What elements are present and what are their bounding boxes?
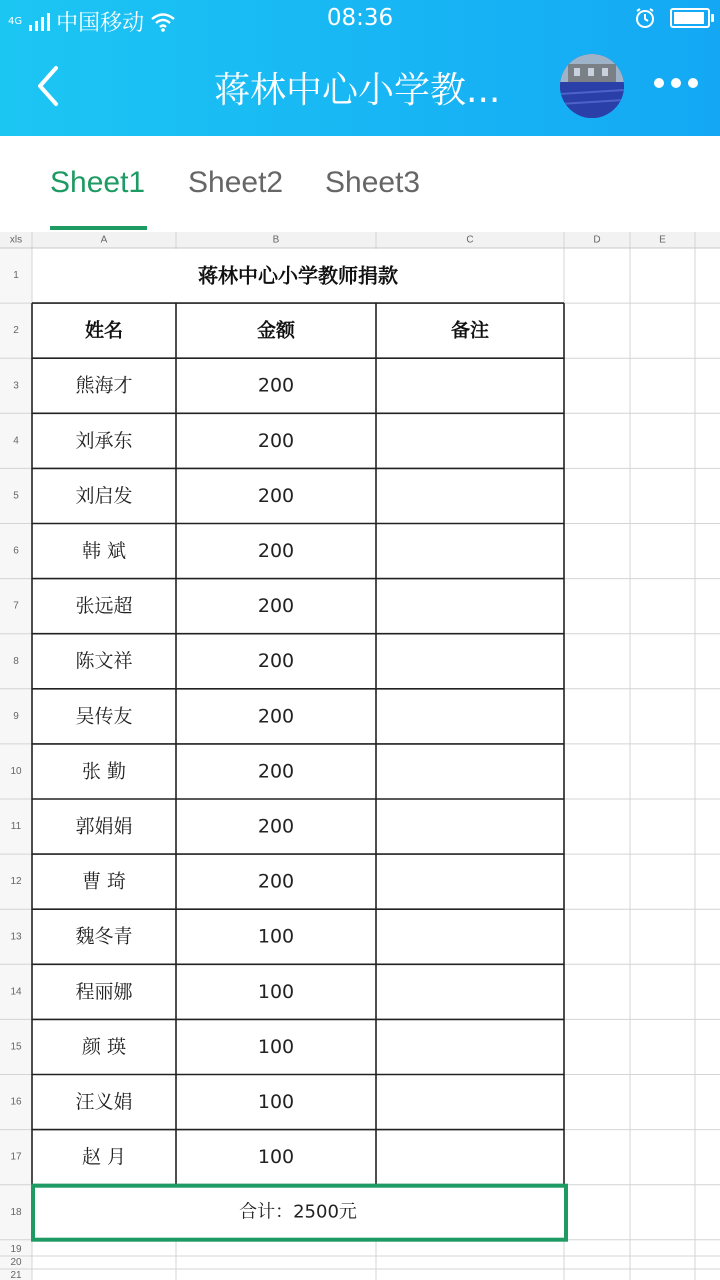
row-number-7: 7 [13, 600, 19, 612]
row-number-19: 19 [10, 1244, 22, 1255]
avatar[interactable] [560, 54, 624, 118]
row-number-13: 13 [10, 931, 22, 943]
cell-amount: 100 [257, 980, 295, 1003]
cell-name: 程丽娜 [75, 980, 133, 1003]
cell-name: 韩 斌 [81, 540, 127, 562]
row-number-9: 9 [13, 710, 19, 722]
alarm-icon [634, 7, 656, 29]
corner-label: xls [9, 234, 23, 246]
row-number-8: 8 [13, 655, 19, 667]
column-header-E: E [659, 234, 666, 246]
cell-amount: 200 [257, 429, 295, 452]
battery-icon [670, 8, 710, 28]
cell-amount: 200 [257, 650, 295, 673]
row-number-11: 11 [10, 821, 22, 833]
cell-name: 张远超 [75, 595, 133, 618]
cell-amount: 200 [257, 705, 295, 728]
cell-amount: 200 [257, 760, 295, 783]
row-number-1: 1 [13, 270, 19, 282]
sheet-title: 蒋林中心小学教师捐款 [198, 263, 398, 288]
app-header [0, 0, 720, 136]
row-number-4: 4 [13, 435, 19, 447]
cell-name: 赵 月 [81, 1146, 127, 1169]
cell-amount: 200 [257, 595, 295, 618]
column-header-bar [0, 232, 720, 248]
cell-name: 陈文祥 [75, 650, 133, 673]
cell-amount: 200 [257, 540, 295, 562]
cell-name: 颜 瑛 [81, 1035, 127, 1058]
status-time: 08:36 [326, 5, 394, 31]
column-header-A: A [100, 234, 108, 246]
cell-name: 魏冬青 [75, 925, 133, 948]
active-tab-indicator [50, 226, 147, 230]
sheet-tabs [0, 136, 720, 232]
more-button[interactable] [654, 78, 698, 88]
row-number-18: 18 [10, 1206, 22, 1218]
row-number-16: 16 [10, 1096, 22, 1108]
network-type: 4G [8, 16, 23, 27]
more-horizontal-icon [654, 78, 664, 88]
column-header-C: C [466, 234, 474, 246]
row-number-10: 10 [10, 765, 22, 777]
cell-amount: 100 [257, 1091, 295, 1113]
row-number-20: 20 [10, 1257, 22, 1268]
column-header-D: D [593, 234, 601, 246]
cell-name: 刘启发 [75, 484, 133, 507]
column-title-1: 金额 [256, 319, 296, 342]
cell-amount: 200 [257, 484, 295, 507]
column-header-B: B [272, 234, 280, 246]
row-number-2: 2 [13, 325, 19, 337]
row-number-15: 15 [10, 1041, 22, 1053]
cell-name: 曹 琦 [81, 870, 127, 893]
cell-name: 吴传友 [75, 705, 133, 728]
cell-amount: 100 [257, 1035, 295, 1058]
cell-name: 郭娟娟 [75, 815, 133, 838]
row-number-12: 12 [10, 876, 22, 888]
cell-amount: 200 [257, 815, 295, 838]
column-title-2: 备注 [450, 319, 490, 342]
spreadsheet-view[interactable] [0, 232, 720, 1280]
tab-sheet2[interactable]: Sheet2 [188, 166, 284, 199]
row-number-5: 5 [13, 490, 19, 502]
cell-name: 张 勤 [81, 760, 127, 783]
document-title: 蒋林中心小学教... [214, 70, 501, 111]
status-bar [0, 0, 720, 38]
back-button[interactable] [30, 62, 70, 110]
cell-name: 汪义娟 [75, 1091, 133, 1113]
column-title-0: 姓名 [84, 319, 124, 342]
cell-amount: 200 [257, 870, 295, 893]
tab-sheet3[interactable]: Sheet3 [325, 166, 421, 199]
carrier-name: 中国移动 [56, 11, 145, 36]
cell-amount: 100 [257, 925, 295, 948]
cell-amount: 200 [257, 374, 295, 397]
row-header-bar [0, 248, 32, 1280]
row-number-6: 6 [13, 545, 19, 557]
row-number-17: 17 [10, 1151, 22, 1163]
cell-amount: 100 [257, 1146, 295, 1169]
cell-name: 熊海才 [75, 374, 133, 397]
tab-sheet1[interactable]: Sheet1 [50, 166, 146, 199]
total-value: 合计：2500元 [239, 1201, 357, 1223]
row-number-3: 3 [13, 380, 19, 392]
row-number-21: 21 [10, 1270, 22, 1280]
cell-name: 刘承东 [75, 429, 133, 452]
row-number-14: 14 [10, 986, 22, 998]
